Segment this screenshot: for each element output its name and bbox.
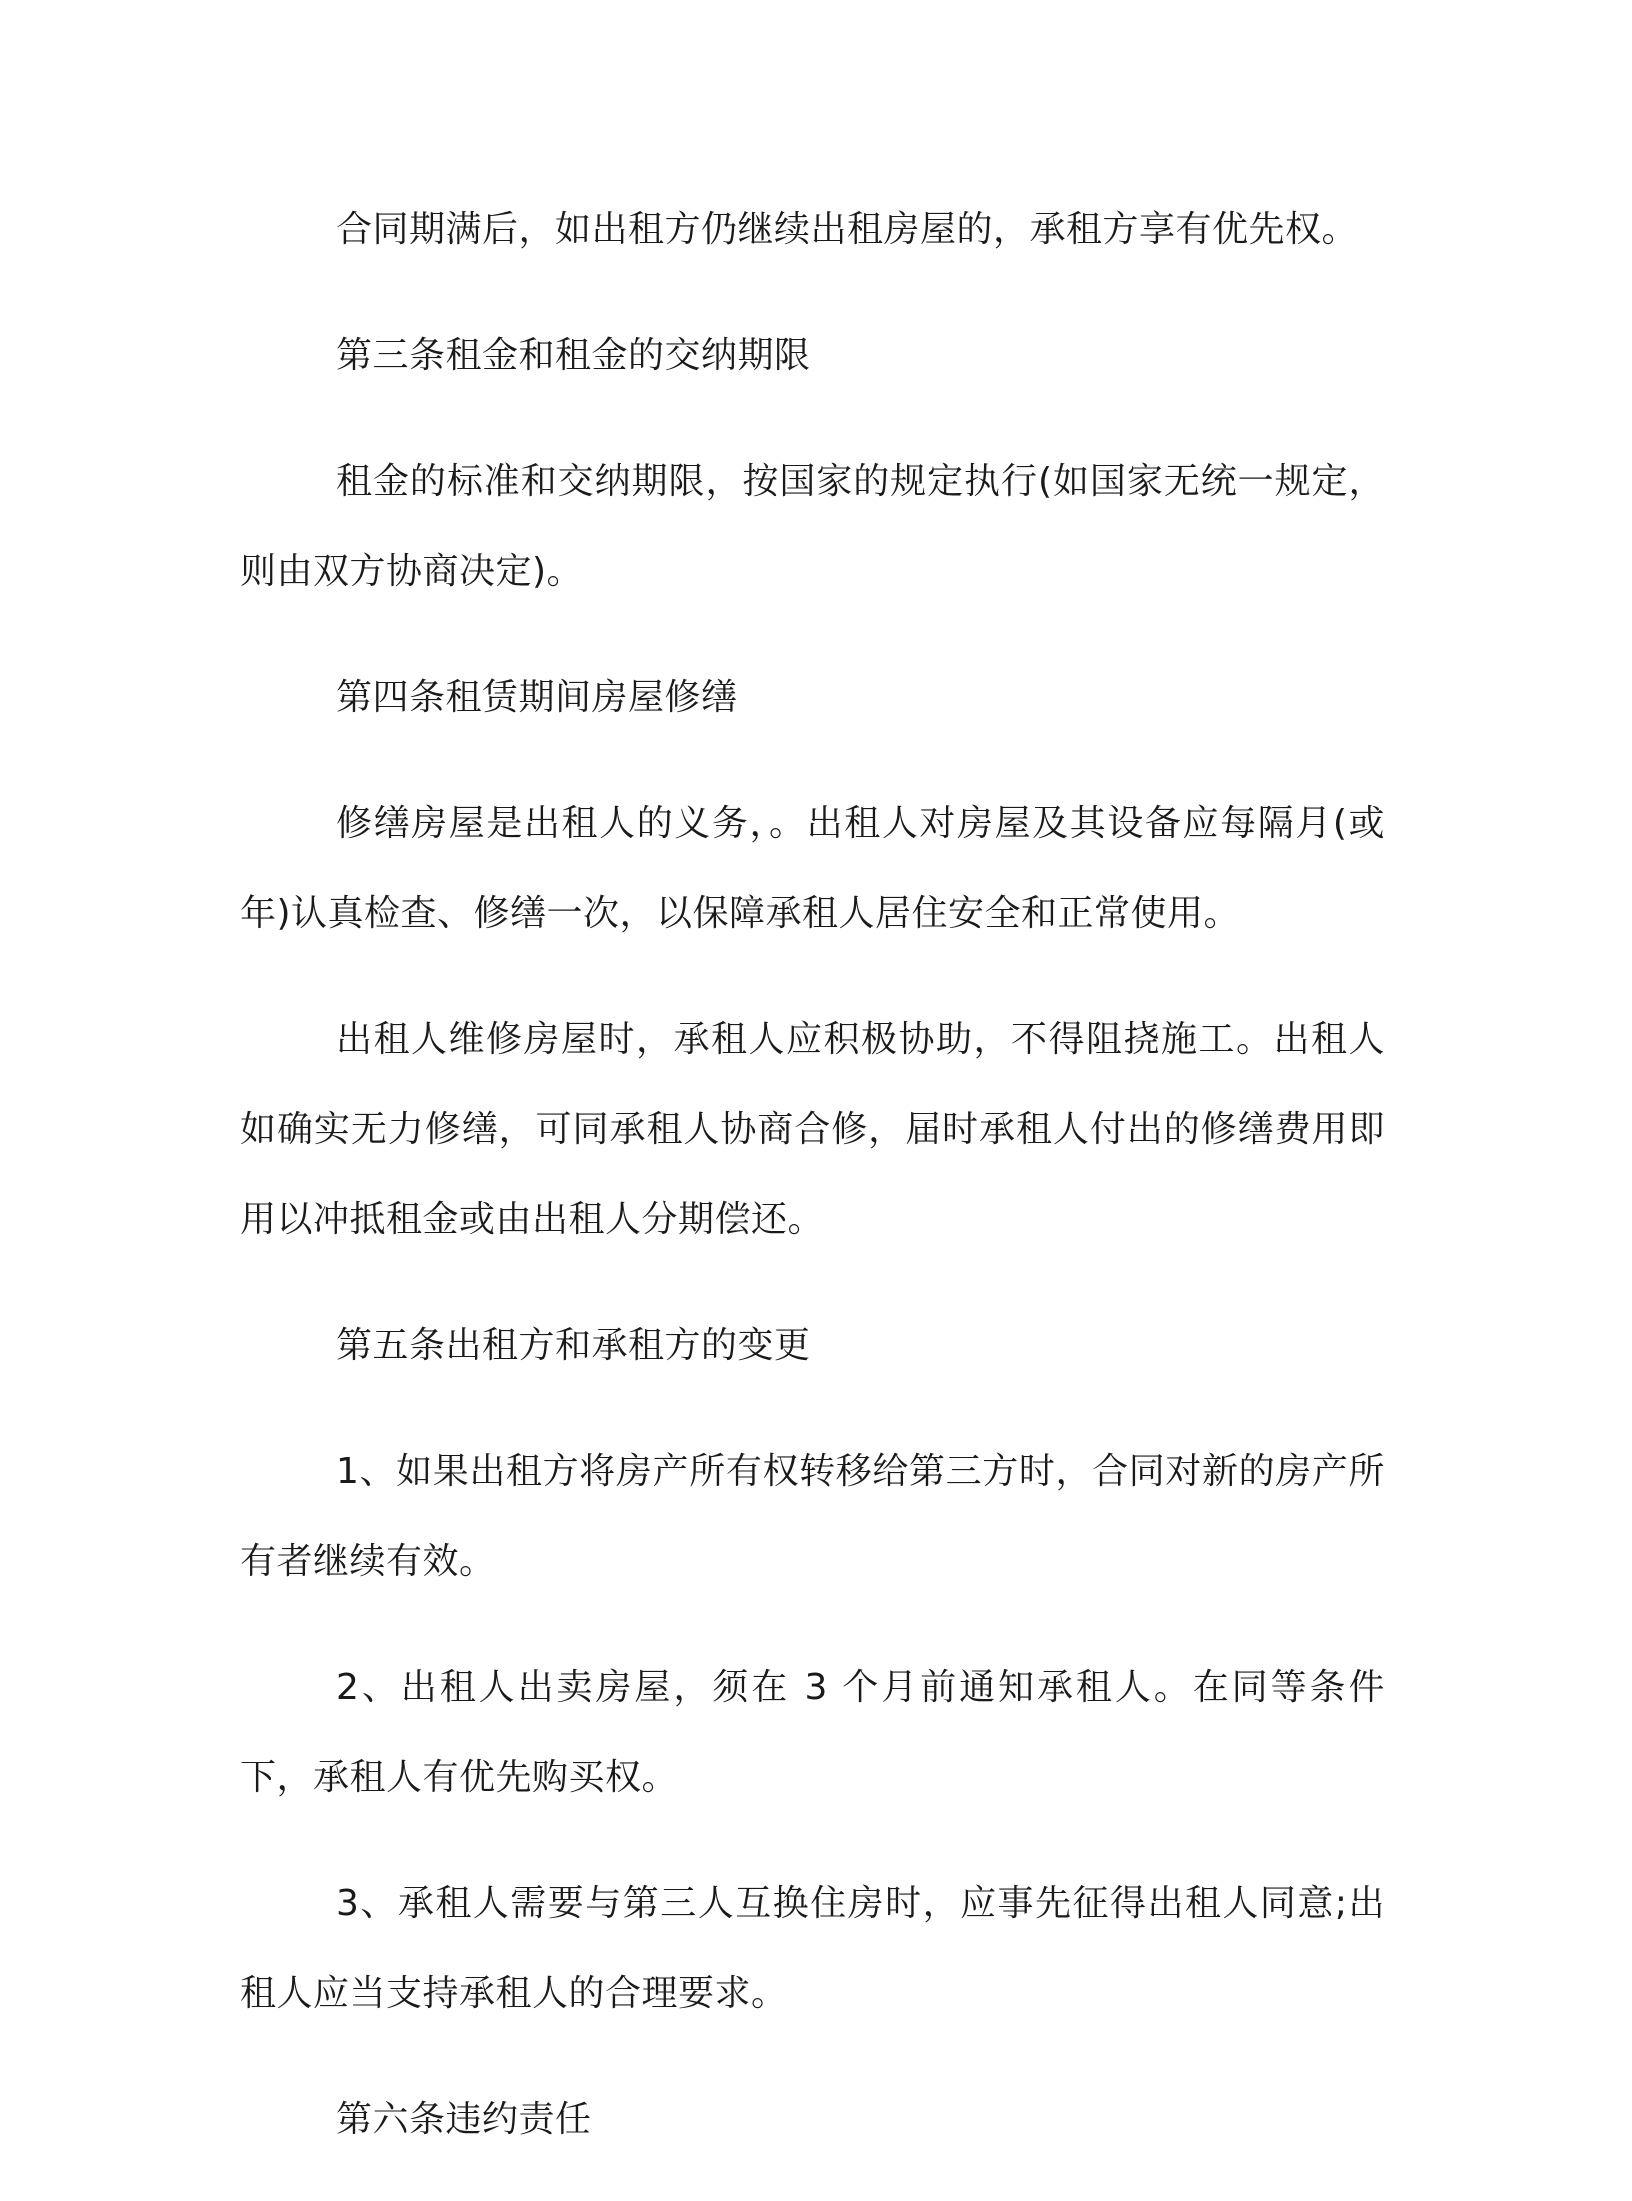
document-body	[240, 185, 1385, 2201]
heading-article-5: 第五条出租方和承租方的变更	[336, 1325, 811, 1366]
paragraph-change-3: 3、承租人需要与第三人互换住房时，应事先征得出租人同意;出租人应当支持承租人的合理要求。	[240, 1883, 1385, 2014]
paragraph-change-2: 2、出租人出卖房屋，须在 3 个月前通知承租人。在同等条件下，承租人有优先购买权。	[240, 1667, 1385, 1798]
paragraph-rent-standard: 租金的标准和交纳期限，按国家的规定执行(如国家无统一规定，则由双方协商决定)。	[240, 461, 1385, 592]
heading-article-6: 第六条违约责任	[336, 2099, 592, 2140]
paragraph-repair-obligation: 修缮房屋是出租人的义务，。出租人对房屋及其设备应每隔月(或年)认真检查、修缮一次，以保障承租人居住安全和正常使用。	[240, 803, 1385, 934]
paragraph-change-1: 1、如果出租方将房产所有权转移给第三方时，合同对新的房产所有者继续有效。	[240, 1451, 1385, 1582]
paragraph-repair-cooperation: 出租人维修房屋时，承租人应积极协助，不得阻挠施工。出租人如确实无力修缮，可同承租人协商合修，届时承租人付出的修缮费用即用以冲抵租金或由出租人分期偿还。	[240, 1019, 1385, 1240]
heading-article-3: 第三条租金和租金的交纳期限	[336, 335, 811, 376]
heading-article-4: 第四条租赁期间房屋修缮	[336, 677, 738, 718]
paragraph-lease-expiry-priority: 合同期满后，如出租方仍继续出租房屋的，承租方享有优先权。	[336, 209, 1359, 250]
